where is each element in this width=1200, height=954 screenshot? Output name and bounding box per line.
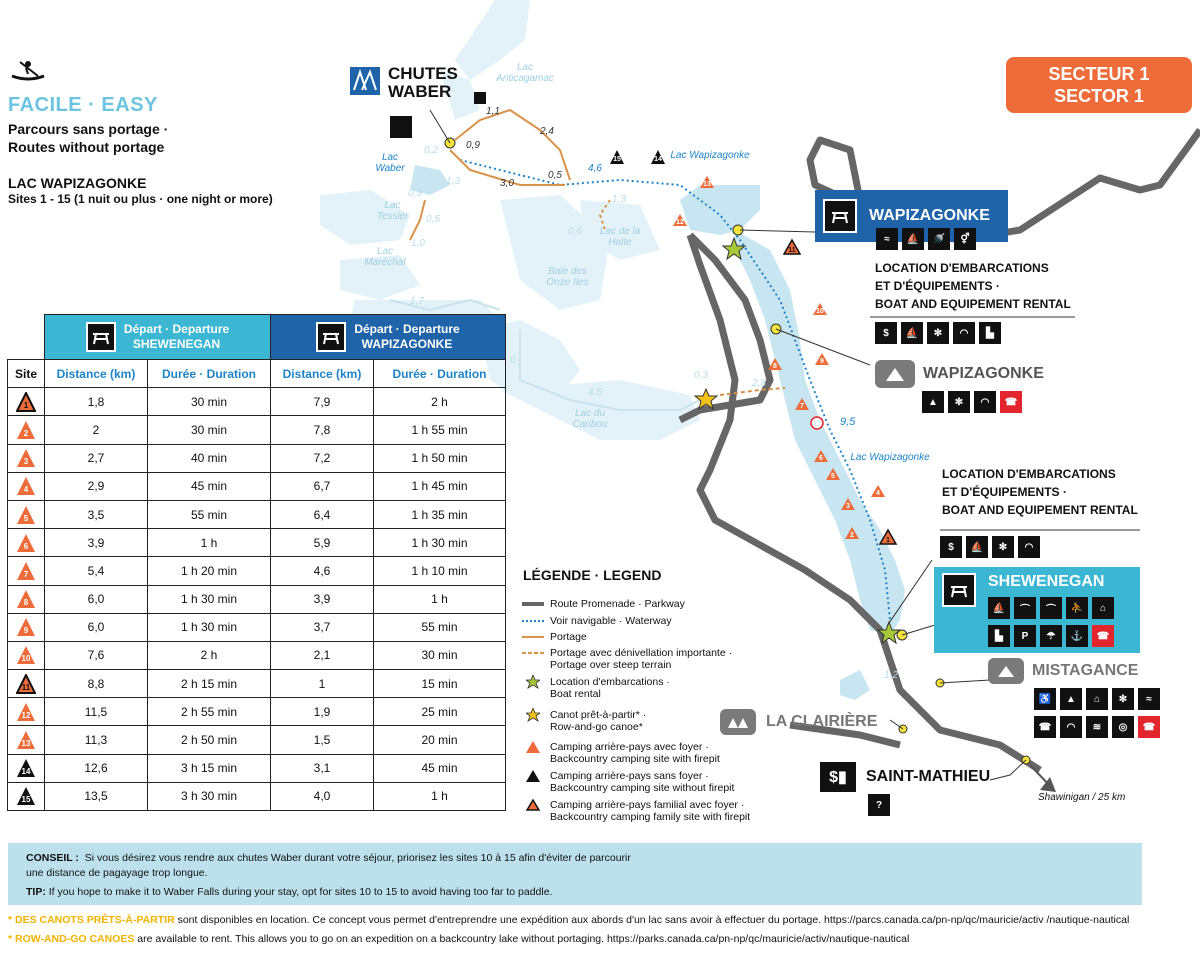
duration-cell: 30 min <box>374 641 506 669</box>
picnic-icon-waber <box>390 116 412 138</box>
site-cell <box>8 670 45 698</box>
duration-cell: 1 h <box>374 782 506 810</box>
table-row <box>8 557 506 585</box>
legend-orange-tri-icon <box>522 741 544 753</box>
distance-cell: 6,4 <box>271 500 374 528</box>
table-row <box>8 641 506 669</box>
site-cell <box>8 529 45 557</box>
shawinigan-label: Shawinigan / 25 km <box>1038 792 1126 803</box>
departure-wapizagonke-header: Départ · Departure WAPIZAGONKE <box>271 315 506 360</box>
boat-launch-icon: ⛵ <box>988 597 1010 619</box>
site-cell <box>8 416 45 444</box>
legend-item <box>522 799 750 823</box>
dist-label: 0,3 <box>408 188 422 199</box>
table-row <box>8 444 506 472</box>
legend-item <box>522 709 646 733</box>
wapizagonke-camp <box>875 360 1044 388</box>
lake-caribou: Lac du Caribou <box>572 408 608 430</box>
site-cell <box>8 557 45 585</box>
campsite-triangle-icon <box>16 505 36 525</box>
site-cell <box>8 782 45 810</box>
wifi-icon: ◠ <box>974 391 996 413</box>
distance-cell: 4,6 <box>271 557 374 585</box>
conseil-label: CONSEIL : <box>26 852 79 864</box>
distance-cell: 2,9 <box>45 472 148 500</box>
distance-cell: 7,9 <box>271 388 374 416</box>
fishing-icon: ≋ <box>1086 716 1108 738</box>
distance-cell: 7,6 <box>45 641 148 669</box>
duration-cell: 45 min <box>374 754 506 782</box>
legend-item <box>522 615 672 627</box>
site-cell <box>8 500 45 528</box>
legend-family-tri-icon <box>522 799 544 811</box>
shewenegan-label: SHEWENEGAN <box>988 573 1105 590</box>
legend-text: Camping arrière-pays sans foyer · Backcountry camping site without firepit <box>550 770 735 794</box>
site-cell <box>8 641 45 669</box>
distance-cell: 12,6 <box>45 754 148 782</box>
legend-text: Portage <box>550 631 587 643</box>
campground-icon <box>875 360 915 388</box>
site-cell <box>8 698 45 726</box>
la-clairiere-label: LA CLAIRIÈRE <box>766 713 878 730</box>
svg-text:9: 9 <box>820 358 824 365</box>
shewenegan-services-1 <box>988 597 1118 619</box>
legend-text: Camping arrière-pays familial avec foyer · Backcountry camping family site with firepit <box>550 799 751 823</box>
campsite-triangle-icon <box>16 645 36 665</box>
swim-icon: ≈ <box>876 228 898 250</box>
distance-cell: 1,9 <box>271 698 374 726</box>
beach-icon: ☂ <box>1040 625 1062 647</box>
restroom-icon: ⚥ <box>954 228 976 250</box>
svg-text:14: 14 <box>654 156 662 163</box>
legend-title: LÉGENDE · LEGEND <box>523 567 662 583</box>
wapizagonke-services <box>876 228 980 250</box>
dist-label: 0,2 <box>424 145 438 156</box>
legend-parkway-icon <box>522 598 544 610</box>
site-cell <box>8 754 45 782</box>
sites-description: Sites 1 - 15 (1 nuit ou plus · one night or more) <box>8 192 273 206</box>
legend-item <box>522 676 670 700</box>
legend-green-star-icon <box>522 676 544 688</box>
rental-label-2: LOCATION D'EMBARCATIONS ET D'ÉQUIPEMENTS · BOAT AND EQUIPEMENT RENTAL <box>942 467 1138 517</box>
site-number: 6 <box>23 541 29 551</box>
table-row <box>8 782 506 810</box>
duration-cell: 25 min <box>374 698 506 726</box>
site-number: 10 <box>21 654 31 664</box>
svg-text:8: 8 <box>773 363 777 370</box>
lake-marechal: Lac Maréchal <box>364 246 406 268</box>
table-row <box>8 613 506 641</box>
site-cell <box>8 585 45 613</box>
distance-cell: 1 <box>271 670 374 698</box>
mistagance-services-1 <box>1034 688 1164 710</box>
footer-fr-label: * DES CANOTS PRÊTS-À-PARTIR <box>8 914 175 926</box>
shewenegan-sign <box>934 567 1140 653</box>
rental-label-1: LOCATION D'EMBARCATIONS ET D'ÉQUIPEMENTS · BOAT AND EQUIPEMENT RENTAL <box>875 261 1071 311</box>
lake-la-halte: Lac de la Halte <box>599 226 641 248</box>
dist-label: 0,5 <box>426 214 440 225</box>
legend-text: Portage avec dénivellation importante · Portage over steep terrain <box>550 647 733 671</box>
dist-label: 0,3 <box>694 370 708 381</box>
duration-cell: 2 h <box>374 388 506 416</box>
distance-cell: 5,4 <box>45 557 148 585</box>
table-row <box>8 500 506 528</box>
distance-cell: 1,5 <box>271 726 374 754</box>
dist-label: 0,9 <box>466 140 480 151</box>
firewood-icon: ✻ <box>992 536 1014 558</box>
lake-waber: Lac Waber <box>375 152 405 174</box>
route-type: Parcours sans portage · Routes without portage <box>8 121 169 155</box>
toilet-icon: ▙ <box>979 322 1001 344</box>
chutes-waber-label: CHUTES WABER <box>388 64 458 101</box>
site-number: 15 <box>21 795 31 805</box>
site-number: 9 <box>23 626 29 636</box>
site-number: 4 <box>23 485 29 495</box>
tip-label: TIP: <box>26 886 46 898</box>
campsite-triangle-icon <box>16 561 36 581</box>
distance-cell: 2 <box>45 416 148 444</box>
dist-label: 4,5 <box>588 387 602 398</box>
table-row <box>8 416 506 444</box>
distance-cell: 4,0 <box>271 782 374 810</box>
distance-cell: 2,1 <box>271 641 374 669</box>
mistagance-label: MISTAGANCE <box>1032 662 1139 679</box>
duration-cell: 1 h 50 min <box>374 444 506 472</box>
canoe-rental-icon: ⛵ <box>966 536 988 558</box>
dist-label: 2,8 <box>752 378 766 389</box>
campsite-triangle-icon <box>16 589 36 609</box>
svg-text:5: 5 <box>831 473 835 480</box>
lake-title: LAC WAPIZAGONKE <box>8 175 147 191</box>
mistagance-services-2 <box>1034 716 1164 738</box>
toilet-icon: ▙ <box>988 625 1010 647</box>
picnic-table-icon <box>316 322 346 352</box>
legend-item <box>522 598 685 610</box>
fishing-icon: ⚓ <box>1066 625 1088 647</box>
site-number: 2 <box>23 428 29 438</box>
duration-cell: 1 h <box>148 529 271 557</box>
campsite-triangle-icon <box>16 476 36 496</box>
footer-en <box>8 933 909 945</box>
sos-phone-icon: ☎ <box>1092 625 1114 647</box>
info-icon: ? <box>868 794 890 816</box>
payment-icon: $ <box>940 536 962 558</box>
campground-icon <box>988 658 1024 684</box>
duration-cell: 2 h 55 min <box>148 698 271 726</box>
sector-badge: SECTEUR 1 SECTOR 1 <box>1006 57 1192 113</box>
dist-label: 1,3 <box>612 194 626 205</box>
lake-anticagamac: Lac Anticagamac <box>496 62 554 84</box>
site-cell <box>8 613 45 641</box>
duration-cell: 3 h 15 min <box>148 754 271 782</box>
campsite-triangle-icon <box>16 674 36 694</box>
dist-label: 2,4 <box>540 126 554 137</box>
picnic-table-icon <box>942 573 976 607</box>
firewood-icon: ✻ <box>1112 688 1134 710</box>
svg-text:2: 2 <box>850 532 854 539</box>
duration-cell: 1 h 20 min <box>148 557 271 585</box>
duration-cell: 1 h 10 min <box>374 557 506 585</box>
lake-wapizagonke-mid: Lac Wapizagonke <box>850 452 930 463</box>
table-row <box>8 529 506 557</box>
site-cell <box>8 388 45 416</box>
dist-label: 1,2 <box>884 670 898 681</box>
dist-label: 1,7 <box>410 296 424 307</box>
duration-cell: 1 h 30 min <box>148 613 271 641</box>
la-clairiere-camp <box>720 709 877 735</box>
col-distance-b: Distance (km) <box>271 360 374 388</box>
firewood-icon: ✻ <box>948 391 970 413</box>
campsite-triangle-icon <box>16 617 36 637</box>
wifi-icon: ◠ <box>953 322 975 344</box>
distance-cell: 7,2 <box>271 444 374 472</box>
shower-icon: 🚿 <box>928 228 950 250</box>
distance-cell: 3,9 <box>45 529 148 557</box>
campsite-triangle-icon <box>16 420 36 440</box>
footer-fr <box>8 914 1129 926</box>
boat-launch-icon: ⛵ <box>902 228 924 250</box>
site-number: 3 <box>23 457 29 467</box>
duration-cell: 1 h 45 min <box>374 472 506 500</box>
duration-cell: 3 h 30 min <box>148 782 271 810</box>
table-row <box>8 698 506 726</box>
saint-mathieu <box>820 762 990 792</box>
site-cell <box>8 726 45 754</box>
sos-phone-icon: ☎ <box>1000 391 1022 413</box>
dist-label: 1,1 <box>486 106 500 117</box>
legend-item <box>522 741 720 765</box>
legend-portage-icon <box>522 631 544 643</box>
legend-steep-icon <box>522 647 544 659</box>
duration-cell: 55 min <box>374 613 506 641</box>
campsite-triangle-icon <box>16 758 36 778</box>
parking-icon: P <box>1014 625 1036 647</box>
site-number: 13 <box>21 739 31 749</box>
legend-item <box>522 631 587 643</box>
svg-text:1: 1 <box>886 537 890 544</box>
site-cell <box>8 444 45 472</box>
col-distance-a: Distance (km) <box>45 360 148 388</box>
svg-text:3: 3 <box>846 503 850 510</box>
legend-text: Canot prêt-à-partir* · Row-and-go canoe* <box>550 709 647 733</box>
duration-cell: 2 h 15 min <box>148 670 271 698</box>
wifi-icon: ◠ <box>1060 716 1082 738</box>
duration-cell: 1 h <box>374 585 506 613</box>
difficulty-title: FACILE · EASY <box>8 94 158 116</box>
distance-cell: 3,5 <box>45 500 148 528</box>
baie-onze-iles: Baie des Onze Iles <box>546 266 589 288</box>
distance-cell: 5,9 <box>271 529 374 557</box>
campsite-triangle-icon <box>16 730 36 750</box>
svg-text:15: 15 <box>613 156 621 163</box>
payment-kiosk-icon: $▮ <box>820 762 856 792</box>
campsite-triangle-icon <box>16 702 36 722</box>
duration-cell: 1 h 35 min <box>374 500 506 528</box>
site-number: 12 <box>21 710 31 720</box>
toilet-icon-waber <box>474 92 486 104</box>
distance-cell: 1,8 <box>45 388 148 416</box>
lake-tessier: Lac Tessier <box>376 200 409 222</box>
picnic-table-icon <box>823 199 857 233</box>
dist-label: 4,6 <box>588 163 602 174</box>
tip-box <box>8 843 1142 905</box>
dist-label: 3,0 <box>500 178 514 189</box>
table-row <box>8 670 506 698</box>
duration-cell: 2 h 50 min <box>148 726 271 754</box>
distance-cell: 13,5 <box>45 782 148 810</box>
wapizagonke-sign-label: WAPIZAGONKE <box>869 207 990 224</box>
col-site: Site <box>8 360 45 388</box>
duration-cell: 1 h 30 min <box>148 585 271 613</box>
wapizagonke-camp-services <box>922 391 1026 413</box>
legend-black-tri-icon <box>522 770 544 782</box>
dist-label: 0 <box>510 355 516 366</box>
col-duration-b: Durée · Duration <box>374 360 506 388</box>
distance-cell: 7,8 <box>271 416 374 444</box>
legend-waterway-icon <box>522 615 544 627</box>
rental-services-2 <box>940 536 1044 558</box>
rental-services-1 <box>875 322 1005 344</box>
mistagance-camp <box>988 658 1138 684</box>
wapizagonke-camp-label: WAPIZAGONKE <box>923 365 1044 382</box>
picnic-icon: ◎ <box>1112 716 1134 738</box>
canoe-icon <box>8 58 48 87</box>
duration-cell: 30 min <box>148 416 271 444</box>
svg-text:4: 4 <box>876 490 880 497</box>
legend-text: Route Promenade · Parkway <box>550 598 685 610</box>
canoe-rental-icon: ⛵ <box>901 322 923 344</box>
table-row <box>8 726 506 754</box>
footer-fr-text: sont disponibles en location. Ce concept vous permet d'entreprendre une expédition aux abords d'un lac sans avoir à effectuer du portage. https://parcs.canada.ca/pn-np/qc/mauricie/activ /nautique-nautical <box>174 914 1130 926</box>
svg-text:12: 12 <box>676 219 684 226</box>
duration-cell: 20 min <box>374 726 506 754</box>
svg-text:11: 11 <box>788 247 796 254</box>
lake-wapizagonke-top: Lac Wapizagonke <box>670 150 750 161</box>
distance-cell: 3,1 <box>271 754 374 782</box>
distance-cell: 3,9 <box>271 585 374 613</box>
legend-text: Camping arrière-pays avec foyer · Backcountry camping site with firepit <box>550 741 720 765</box>
shewenegan-services-2 <box>988 625 1118 647</box>
canoe-icon: ⌒ <box>1014 597 1036 619</box>
svg-text:7: 7 <box>800 403 804 410</box>
picnic-table-icon <box>86 322 116 352</box>
campsite-triangle-icon <box>16 533 36 553</box>
distance-cell: 6,0 <box>45 585 148 613</box>
svg-text:13: 13 <box>703 181 711 188</box>
kayak-icon: ⌒ <box>1040 597 1062 619</box>
duration-cell: 55 min <box>148 500 271 528</box>
distance-cell: 8,8 <box>45 670 148 698</box>
site-number: 1 <box>23 400 29 410</box>
conseil-text: Si vous désirez vous rendre aux chutes Waber durant votre séjour, priorisez les sites 10 à 15 afin d'éviter de parcourir <box>84 852 631 864</box>
sos-marker <box>811 417 823 429</box>
sos-phone-icon: ☎ <box>1138 716 1160 738</box>
distance-cell: 11,3 <box>45 726 148 754</box>
campsite-triangle-icon <box>16 448 36 468</box>
dist-label: 0,6 <box>568 226 582 237</box>
dist-label: 9,5 <box>840 416 856 428</box>
tip-text: If you hope to make it to Waber Falls during your stay, opt for sites 10 to 15 to avoid having too far to paddle. <box>48 886 553 898</box>
legend-item <box>522 770 734 794</box>
swim-icon: ≈ <box>1138 688 1160 710</box>
duration-cell: 1 h 55 min <box>374 416 506 444</box>
duration-cell: 45 min <box>148 472 271 500</box>
departure-shewenegan-header: Départ · Departure SHEWENEGAN <box>45 315 271 360</box>
group-camp-icon <box>720 709 756 735</box>
campsite-triangle-icon <box>16 392 36 412</box>
distance-cell: 11,5 <box>45 698 148 726</box>
site-number: 11 <box>21 682 31 692</box>
distance-cell: 2,7 <box>45 444 148 472</box>
site-number: 5 <box>23 513 29 523</box>
site-number: 8 <box>23 598 29 608</box>
legend-yellow-star-icon <box>522 709 544 721</box>
col-duration-a: Durée · Duration <box>148 360 271 388</box>
campsite-triangle-icon <box>16 786 36 806</box>
footer-en-text: are available to rent. This allows you to go on an expedition on a backcountry lake without portaging. https://parks.canada.ca/pn-np/qc/mauricie/activ/nautique-nautical <box>134 933 910 945</box>
site-cell <box>8 472 45 500</box>
table-row <box>8 472 506 500</box>
dist-label: 1,3 <box>446 176 460 187</box>
campsite-icon: ▲ <box>1060 688 1082 710</box>
distance-cell: 3,7 <box>271 613 374 641</box>
table-row <box>8 754 506 782</box>
table-row <box>8 585 506 613</box>
sites-table <box>7 314 506 811</box>
duration-cell: 1 h 30 min <box>374 529 506 557</box>
footer-en-label: * ROW-AND-GO CANOES <box>8 933 135 945</box>
duration-cell: 30 min <box>148 388 271 416</box>
accessible-icon: ♿ <box>1034 688 1056 710</box>
saint-mathieu-label: SAINT-MATHIEU <box>866 768 991 785</box>
payment-icon: $ <box>875 322 897 344</box>
svg-text:10: 10 <box>816 308 824 315</box>
distance-cell: 6,0 <box>45 613 148 641</box>
firewood-icon: ✻ <box>927 322 949 344</box>
legend-text: Voir navigable · Waterway <box>550 615 672 627</box>
site-number: 7 <box>23 569 29 579</box>
dist-label: 0,5 <box>548 170 562 181</box>
duration-cell: 15 min <box>374 670 506 698</box>
wifi-icon: ◠ <box>1018 536 1040 558</box>
legend-text: Location d'embarcations · Boat rental <box>550 676 670 700</box>
site-number: 14 <box>21 767 31 777</box>
svg-text:6: 6 <box>819 455 823 462</box>
legend-item <box>522 647 732 671</box>
hiking-icon: ⛹ <box>1066 597 1088 619</box>
dist-label: 1,0 <box>411 238 425 249</box>
conseil-text-2: une distance de pagayage trop longue. <box>26 867 208 879</box>
campsite-icon: ▲ <box>922 391 944 413</box>
duration-cell: 40 min <box>148 444 271 472</box>
cabin-icon: ⌂ <box>1086 688 1108 710</box>
distance-cell: 6,7 <box>271 472 374 500</box>
table-row <box>8 388 506 416</box>
duration-cell: 2 h <box>148 641 271 669</box>
phone-icon: ☎ <box>1034 716 1056 738</box>
shelter-icon: ⌂ <box>1092 597 1114 619</box>
